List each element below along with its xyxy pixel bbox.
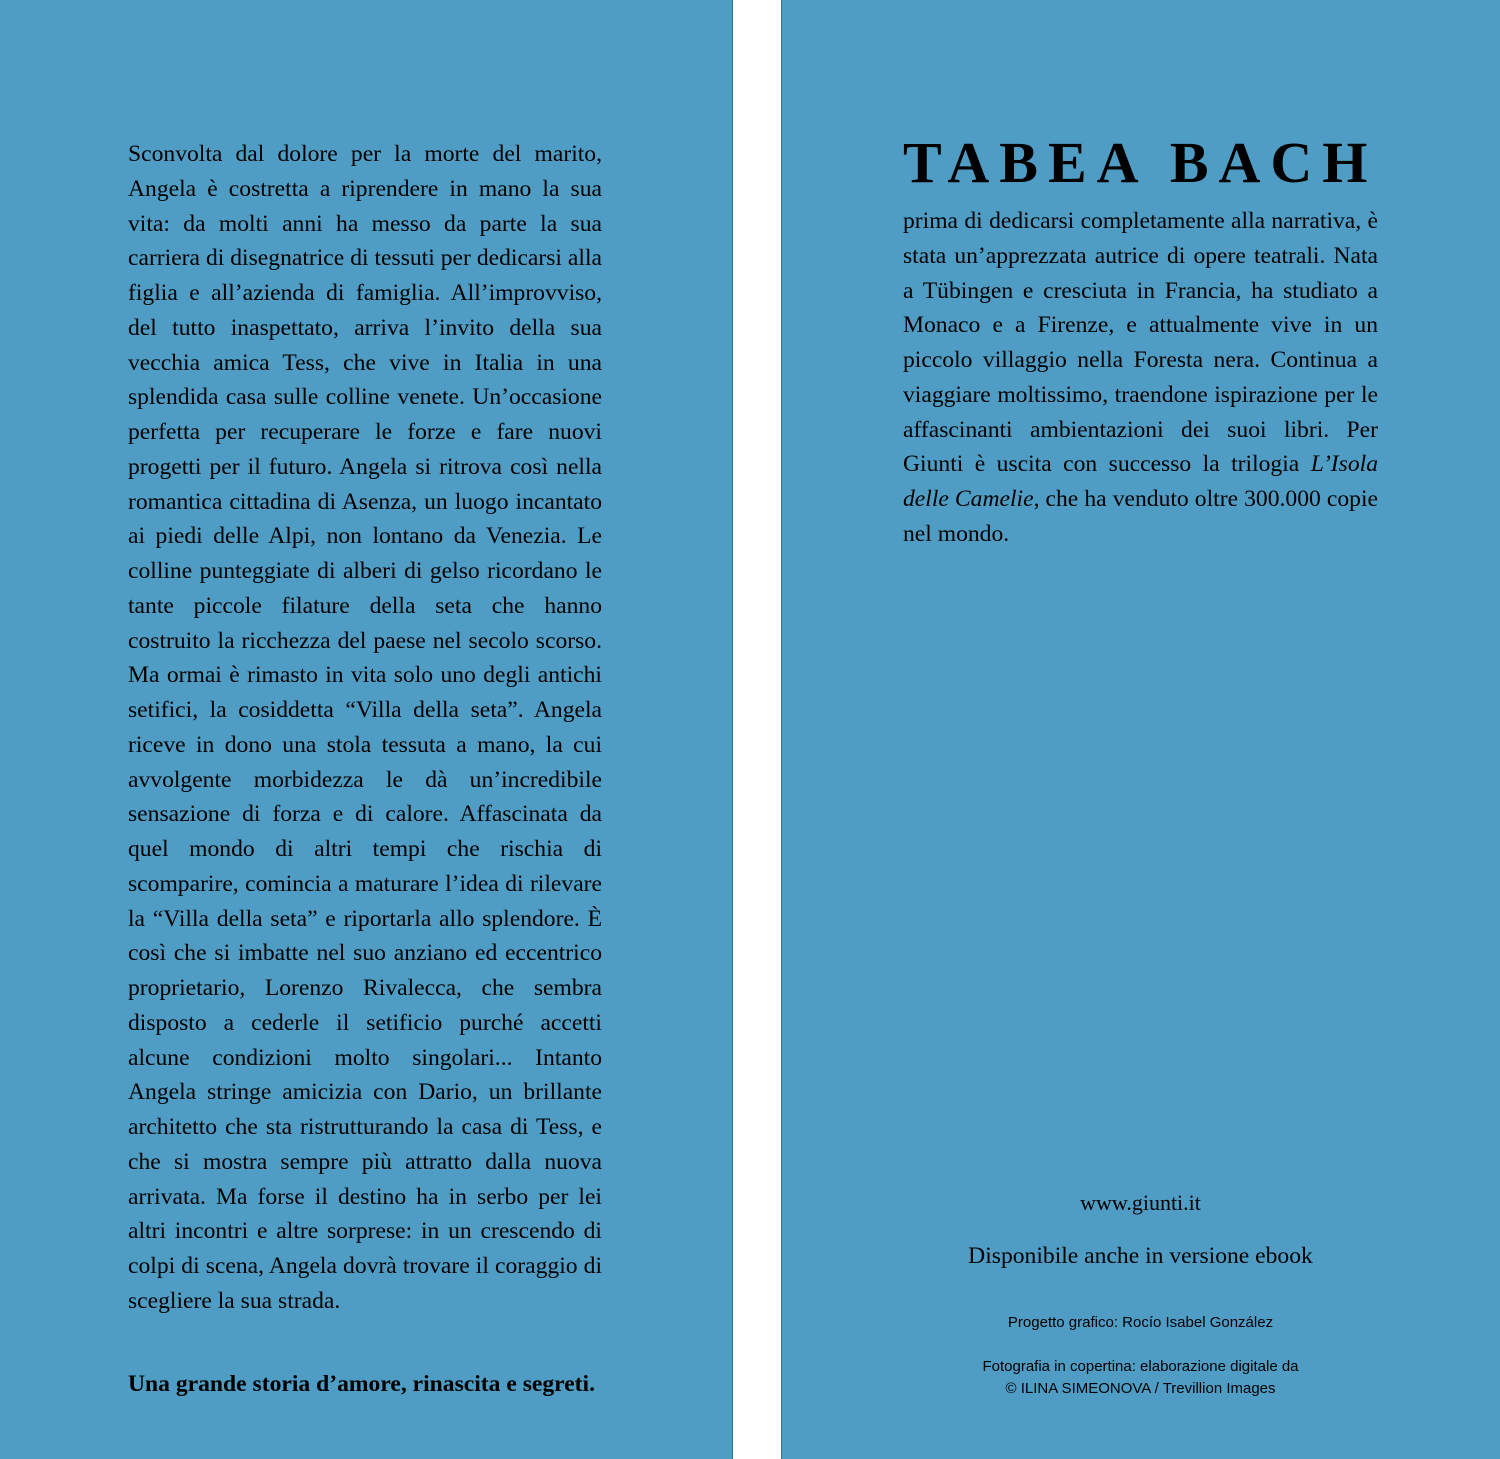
design-credit: Progetto grafico: Rocío Isabel González [1007, 1314, 1274, 1331]
synopsis-text: Sconvolta dal dolore per la morte del marito, Angela è costretta a riprendere in mano la sua vita: da molti anni ha messo da parte la sua carriera di disegnatrice di tessuti per dedicarsi alla figlia e all’azienda di famiglia. All’improvviso, del tutto inaspettato, arriva l’invito della sua vecchia amica Tess, che vive in Italia in una splendida casa sulle colline venete. Un’occasione perfetta per recuperare le forze e fare nuovi progetti per il futuro. Angela si ritrova così nella romantica cittadina di Asenza, un luogo incantato ai piedi delle Alpi, non lontano da Venezia. Le colline punteggiate di alberi di gelso ricordano le tante piccole filature della seta che hanno costruito la ricchezza del paese nel secolo scorso. Ma ormai è rimasto in vita solo uno degli antichi setifici, la cosiddetta “Villa della seta”. Angela riceve in dono una stola tessuta a mano, la cui avvolgente morbidezza le dà un’incredibile sensazione di forza e di calore. Affascinata da quel mondo di altri tempi che rischia di scomparire, comincia a maturare l’idea di rilevare la “Villa della seta” e riportarla allo splendore. È così che si imbatte nel suo anziano ed eccentrico proprietario, Lorenzo Rivalecca, che sembra disposto a cederle il setificio purché accetti alcune condizioni molto singolari... Intanto Angela stringe amicizia con Dario, un brillante architetto che sta ristrutturando la casa di Tess, e che si mostra sempre più attratto dalla nuova arrivata. Ma forse il destino ha in serbo per lei altri incontri e altre sorprese: in un crescendo di colpi di scena, Angela dovrà trovare il coraggio di scegliere la sua strada. [128, 141, 602, 1314]
bio-text-start: prima di dedicarsi completamente alla narrativa, è stata un’apprezzata autrice di opere teatrali. Nata a Tübingen e cresciuta in Francia, ha studiato a Monaco e a Firenze, e attualmente vive in un piccolo villaggio nella Foresta nera. Continua a viaggiare moltissimo, traendone ispirazione per le affascinanti ambientazioni dei suoi libri. Per Giunti è uscita con successo la trilogia [903, 208, 1378, 478]
ebook-note: Disponibile anche in versione ebook [968, 1243, 1313, 1269]
photo-credit [781, 1356, 1500, 1400]
photo-credit-line-1: Fotografia in copertina: elaborazione digitale da [982, 1358, 1299, 1375]
bio-text-end: , che ha venduto oltre 300.000 copie nel mondo. [903, 486, 1378, 547]
book-series-title: L’Isola delle Camelie [903, 451, 1378, 512]
publisher-website: www.giunti.it [1080, 1190, 1201, 1215]
author-bio [903, 204, 1378, 552]
photo-credit-line-2: © ILINA SIMEONOVA / Trevillion Images [1005, 1380, 1276, 1397]
author-name: TABEA BACH [903, 130, 1378, 195]
tagline: Una grande storia d’amore, rinascita e segreti. [128, 1371, 595, 1397]
